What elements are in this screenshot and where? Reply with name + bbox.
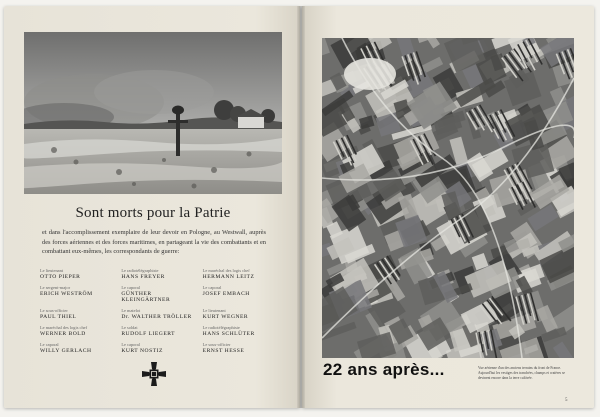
fallen-name: Dr. WALTHER TRÖLLER bbox=[121, 314, 192, 320]
fallen-rank: Le radiotélégraphiste bbox=[202, 325, 240, 330]
fallen-rank: Le caporal bbox=[202, 285, 222, 290]
fallen-entry bbox=[203, 308, 280, 320]
fallen-name: WILLY GERLACH bbox=[40, 348, 92, 354]
page-gutter bbox=[297, 6, 305, 408]
page-number: 5 bbox=[565, 398, 568, 403]
fallen-entry bbox=[121, 285, 198, 303]
fallen-rank: Le radiotélégraphiste bbox=[121, 268, 159, 273]
fallen-name: HERMANN LEITZ bbox=[202, 274, 255, 280]
fallen-rank: Le caporal bbox=[121, 342, 140, 347]
fallen-name: ERNST HESSE bbox=[202, 348, 245, 354]
fallen-entry bbox=[40, 325, 117, 337]
page-title: Sont morts pour la Patrie bbox=[75, 205, 231, 221]
battlefield-photo-image bbox=[24, 32, 282, 194]
fallen-entry bbox=[40, 268, 117, 280]
fallen-name: WERNER BOLD bbox=[40, 331, 86, 337]
iron-cross-icon bbox=[140, 360, 168, 388]
fallen-name: HANS SCHLÜTER bbox=[202, 331, 255, 337]
fallen-entry bbox=[203, 285, 280, 303]
fallen-rank: Le sous-officier bbox=[202, 342, 231, 347]
fallen-rank: Le caporal bbox=[40, 342, 59, 347]
intro-text: et dans l'accomplissement exemplaire de leur devoir en Pologne, au Westwall, auprès des forces aériennes et des forces maritimes, en partageant la vie des combattants et en combattant eux-mêmes, les correspondants de guerre: bbox=[42, 229, 266, 256]
fallen-rank: Le matelot bbox=[121, 308, 141, 313]
fallen-name: OTTO PIEPER bbox=[40, 274, 81, 280]
photo-caption: Vue aérienne d'un des anciens terrains du front de France. Aujourd'hui les vestiges des tranchées, champs et cratères se devinent encore dans la terre cultivée. bbox=[478, 366, 565, 380]
fallen-entry bbox=[40, 285, 117, 303]
fallen-entry bbox=[203, 342, 280, 354]
fallen-rank: Le maréchal des logis chef bbox=[202, 268, 250, 273]
fallen-entry bbox=[203, 268, 280, 280]
headline: 22 ans après... bbox=[323, 360, 445, 379]
fallen-entry bbox=[121, 308, 198, 320]
fallen-name: GÜNTHER KLEINGÄRTNER bbox=[121, 291, 171, 303]
fallen-entry bbox=[40, 308, 117, 320]
fallen-name: KURT WEGNER bbox=[202, 314, 249, 320]
battlefield-photo bbox=[24, 32, 282, 194]
fallen-entry bbox=[121, 342, 198, 354]
fallen-entry bbox=[40, 342, 117, 354]
fallen-name: HANS FREYER bbox=[121, 274, 165, 280]
aerial-photo bbox=[322, 38, 574, 358]
fallen-rank: Le soldat bbox=[121, 325, 138, 330]
fallen-rank: Le caporal bbox=[121, 285, 140, 290]
aerial-photo-image bbox=[322, 38, 574, 358]
fallen-entry bbox=[121, 268, 198, 280]
fallen-list bbox=[40, 268, 280, 354]
fallen-rank: Le sous-officier bbox=[40, 308, 68, 313]
fallen-name: KURT NOSTIZ bbox=[121, 348, 163, 354]
fallen-rank: Le lieutenant bbox=[40, 268, 64, 273]
fallen-name: JOSEF EMBACH bbox=[202, 291, 250, 297]
fallen-entry bbox=[203, 325, 280, 337]
fallen-name: PAUL THIEL bbox=[40, 314, 77, 320]
fallen-rank: Le maréchal des logis chef bbox=[40, 325, 88, 330]
fallen-name: ERICH WESTRÖM bbox=[40, 291, 93, 297]
fallen-rank: Le sergent-major bbox=[40, 285, 71, 290]
fallen-rank: Le lieutenant bbox=[202, 308, 226, 313]
fallen-entry bbox=[121, 325, 198, 337]
fallen-name: RUDOLF LIEGERT bbox=[121, 331, 176, 337]
